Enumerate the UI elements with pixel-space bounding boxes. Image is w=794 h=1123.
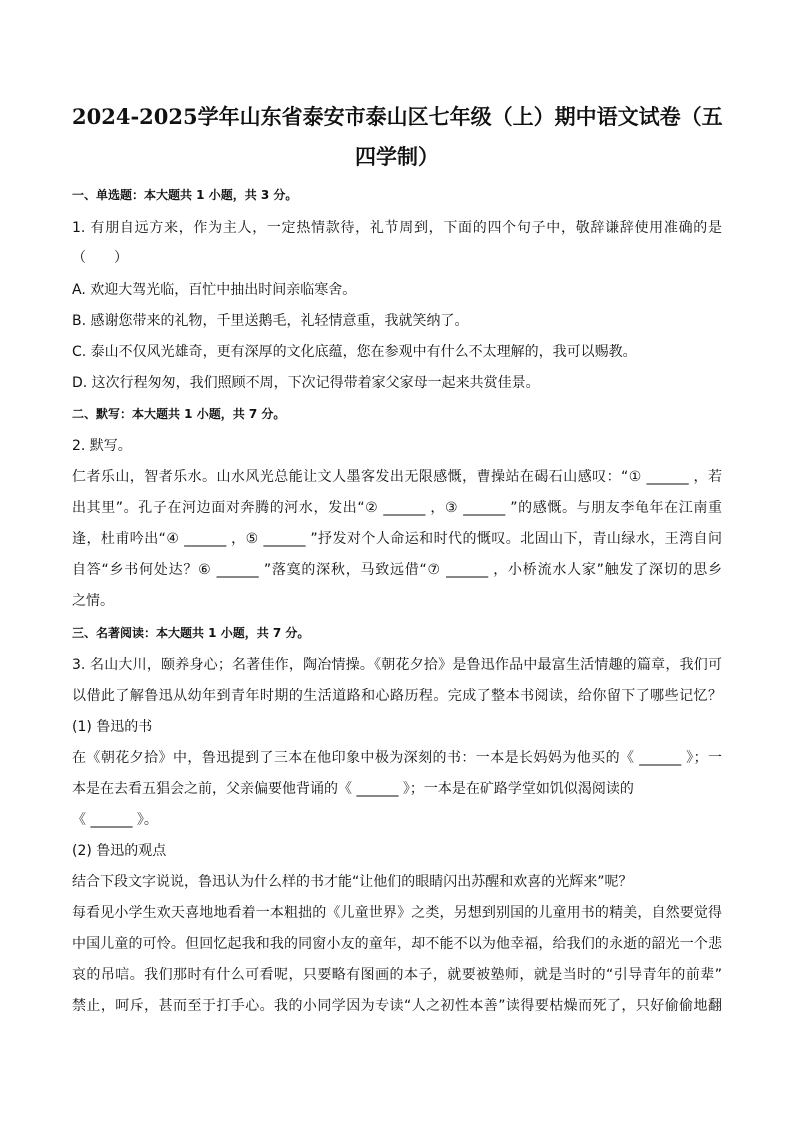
q2-text-line-5: 之情。 bbox=[72, 593, 114, 609]
q1-option-d: D. 这次行程匆匆，我们照顾不周，下次记得带着家父家母一起来共赏佳景。 bbox=[72, 375, 540, 391]
q3-passage-line-1: 每看见小学生欢天喜地地看着一本粗拙的《儿童世界》之类，另想到别国的儿童用书的精美，自然要觉得 bbox=[72, 905, 722, 921]
q3-sub1-label: (1) 鲁迅的书 bbox=[72, 719, 153, 735]
q2-text-line-3: 逢，杜甫吟出“④ ______ ，⑤ ______ ”抒发对个人命运和时代的慨叹。北固山下，青山绿水，王湾自问 bbox=[72, 531, 722, 547]
q3-sub2-label: (2) 鲁迅的观点 bbox=[72, 843, 167, 859]
q1-option-a: A. 欢迎大驾光临，百忙中抽出时间亲临寒舍。 bbox=[72, 282, 357, 298]
q3-sub2-prompt: 结合下段文字说说，鲁迅认为什么样的书才能“让他们的眼睛闪出苏醒和欢喜的光辉来”呢？ bbox=[72, 874, 633, 890]
q3-intro-line-1: 3. 名山大川，颐养身心；名著佳作，陶冶情操。《朝花夕拾》是鲁迅作品中最富生活情趣的篇章，我们可 bbox=[72, 657, 722, 673]
q3-sub1-line-3: 《 ______ 》。 bbox=[72, 812, 158, 828]
q2-label: 2. 默写。 bbox=[72, 438, 132, 454]
section-heading-classic-reading: 三、名著阅读：本大题共 1 小题，共 7 分。 bbox=[72, 626, 310, 640]
q1-stem-line-1: 1. 有朋自远方来，作为主人，一定热情款待，礼节周到，下面的四个句子中，敬辞谦辞使用准确的是 bbox=[72, 220, 722, 236]
section-heading-dictation: 二、默写：本大题共 1 小题，共 7 分。 bbox=[72, 407, 286, 421]
q1-option-b: B. 感谢您带来的礼物，千里送鹅毛，礼轻情意重，我就笑纳了。 bbox=[72, 313, 469, 329]
q2-text-line-4: 自答“乡书何处达？⑥ ______ ”落寞的深秋，马致远借“⑦ ______ ，小桥流水人家”触发了深切的思乡 bbox=[72, 562, 722, 578]
q3-sub1-line-2: 本是在去看五猖会之前，父亲偏要他背诵的《 ______ 》；一本是在矿路学堂如饥似渴阅读的 bbox=[72, 781, 634, 797]
q2-text-line-1: 仁者乐山，智者乐水。山水风光总能让文人墨客发出无限感慨，曹操站在碣石山感叹：“① ______ ，若 bbox=[72, 469, 722, 485]
section-heading-single-choice: 一、单选题：本大题共 1 小题，共 3 分。 bbox=[72, 188, 298, 202]
q1-stem-line-2: （ ） bbox=[72, 250, 128, 266]
q3-intro-line-2: 以借此了解鲁迅从幼年到青年时期的生活道路和心路历程。完成了整本书阅读，给你留下了哪些记忆？ bbox=[72, 688, 722, 704]
exam-title-line-1: 2024-2025学年山东省泰安市泰山区七年级（上）期中语文试卷（五 bbox=[72, 104, 723, 129]
q3-passage-line-2: 中国儿童的可怜。但回忆起我和我的同窗小友的童年，却不能不以为他幸福，给我们的永逝的韶光一个悲 bbox=[72, 936, 722, 952]
q3-passage-line-4: 禁止，呵斥，甚而至于打手心。我的小同学因为专读“人之初性本善”读得要枯燥而死了，只好偷偷地翻 bbox=[72, 998, 722, 1014]
q3-passage-line-3: 哀的吊唁。我们那时有什么可看呢，只要略有图画的本子，就要被塾师，就是当时的“引导青年的前辈” bbox=[72, 967, 722, 983]
q1-option-c: C. 泰山不仅风光雄奇，更有深厚的文化底蕴，您在参观中有什么不太理解的，我可以赐教。 bbox=[72, 344, 637, 360]
exam-title-line-2: 四学制） bbox=[355, 144, 439, 169]
q2-text-line-2: 出其里”。孔子在河边面对奔腾的河水，发出“② ______ ，③ ______ ”的感慨。与朋友李龟年在江南重 bbox=[72, 500, 722, 516]
q3-sub1-line-1: 在《朝花夕拾》中，鲁迅提到了三本在他印象中极为深刻的书：一本是长妈妈为他买的《 ______ 》；一 bbox=[72, 750, 722, 766]
